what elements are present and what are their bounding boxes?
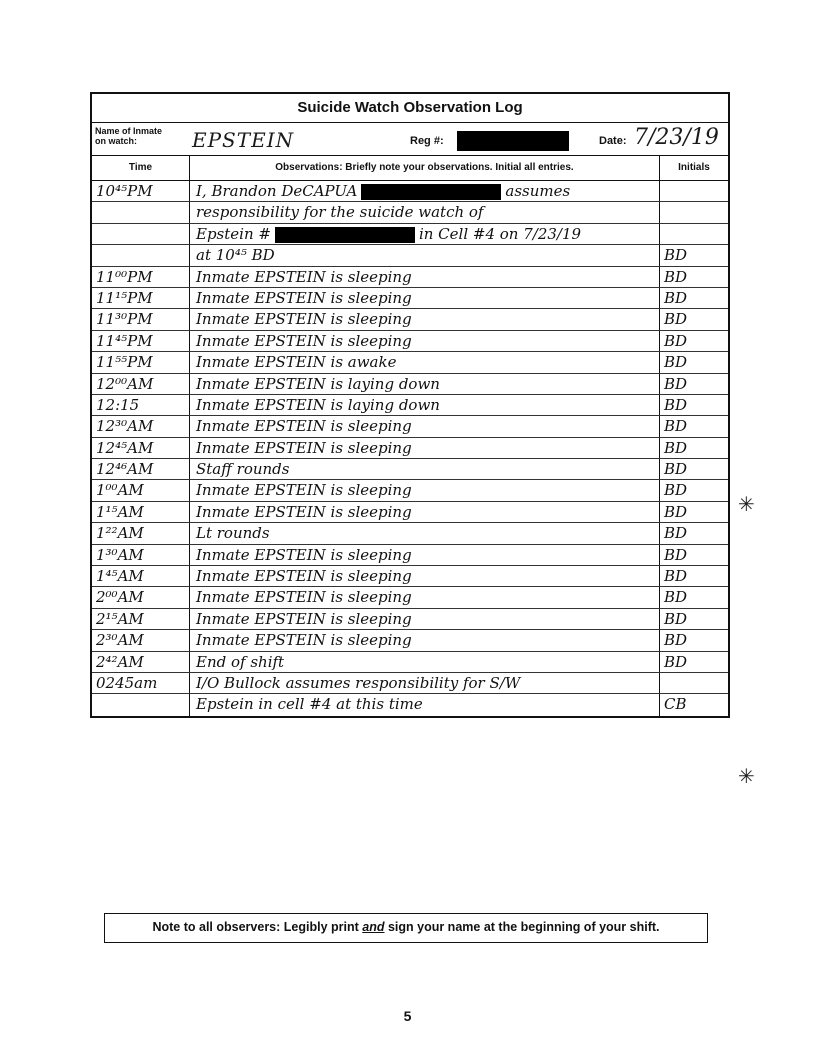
log-entry-row (92, 587, 728, 608)
entry-observation (190, 245, 660, 265)
entry-observation-text: Inmate EPSTEIN is sleeping (196, 288, 412, 307)
entry-observation (190, 331, 660, 351)
entry-initials: BD (664, 481, 688, 500)
entry-initials: BD (664, 652, 688, 671)
page-number: 5 (403, 1008, 412, 1024)
log-entry-row (92, 694, 728, 715)
entry-observation (190, 523, 660, 543)
log-entry-row (92, 331, 728, 352)
entry-observation-text: Epstein # (196, 224, 271, 243)
inmate-info-row (92, 123, 728, 156)
entry-time: 0245am (92, 673, 190, 693)
reg-number-redaction (457, 131, 569, 151)
log-entry-row (92, 673, 728, 694)
entry-redaction (361, 184, 501, 200)
log-entry-row (92, 416, 728, 437)
entry-observation-text-cont: in Cell #4 on 7/23/19 (418, 224, 582, 243)
entry-observation-text: Inmate EPSTEIN is laying down (196, 374, 440, 393)
reg-number-label: Reg #: (410, 135, 444, 147)
entry-time: 1⁴⁵AM (92, 566, 190, 586)
entry-initials: BD (664, 417, 688, 436)
log-entry-row (92, 288, 728, 309)
entry-observation (190, 181, 660, 201)
entry-observation-text: Inmate EPSTEIN is sleeping (196, 417, 412, 436)
date-label: Date: (599, 135, 627, 147)
entry-time: 11⁴⁵PM (92, 331, 190, 351)
entry-observation (190, 609, 660, 629)
entry-initials: BD (664, 502, 688, 521)
entry-observation (190, 267, 660, 287)
entry-initials: BD (664, 267, 688, 286)
log-entry-row (92, 267, 728, 288)
entry-initials: BD (664, 631, 688, 650)
entry-time (92, 245, 190, 265)
log-entry-row (92, 374, 728, 395)
entry-time: 12³⁰AM (92, 416, 190, 436)
entry-observation (190, 438, 660, 458)
entry-initials: BD (664, 246, 688, 265)
log-entry-row (92, 609, 728, 630)
entry-initials: BD (664, 353, 688, 372)
log-entry-row (92, 523, 728, 544)
entry-time: 12⁴⁶AM (92, 459, 190, 479)
entry-observation-text: Inmate EPSTEIN is sleeping (196, 267, 412, 286)
entry-observation-text: Inmate EPSTEIN is sleeping (196, 438, 412, 457)
entry-initials: BD (664, 588, 688, 607)
entry-observation-text: Inmate EPSTEIN is sleeping (196, 481, 412, 500)
entry-observation (190, 587, 660, 607)
initials-column-header: Initials (678, 162, 710, 173)
entry-observation-text: Inmate EPSTEIN is sleeping (196, 588, 412, 607)
entry-observation (190, 566, 660, 586)
entry-observation (190, 288, 660, 308)
entry-redaction (275, 227, 415, 243)
entry-time: 1²²AM (92, 523, 190, 543)
entry-observation-text: Epstein in cell #4 at this time (196, 695, 423, 714)
entry-observation-text: Inmate EPSTEIN is sleeping (196, 331, 412, 350)
entry-time: 2⁰⁰AM (92, 587, 190, 607)
entry-observation (190, 652, 660, 672)
log-entry-row (92, 480, 728, 501)
log-entry-row (92, 309, 728, 330)
entry-observation-text: Inmate EPSTEIN is laying down (196, 395, 440, 414)
entry-initials (660, 181, 728, 201)
entry-observation (190, 630, 660, 650)
entry-time: 12⁰⁰AM (92, 374, 190, 394)
log-entries (92, 181, 728, 716)
entry-observation (190, 352, 660, 372)
log-entry-row (92, 459, 728, 480)
entry-initials: BD (664, 524, 688, 543)
entry-observation (190, 395, 660, 415)
observation-log-form (90, 92, 730, 718)
inmate-name-label: Name of Inmate on watch: (95, 126, 163, 146)
entry-time: 11³⁰PM (92, 309, 190, 329)
time-column-header: Time (92, 156, 190, 180)
entry-observation (190, 459, 660, 479)
entry-initials: CB (664, 695, 687, 714)
entry-time (92, 694, 190, 715)
entry-observation-text: Inmate EPSTEIN is awake (196, 353, 397, 372)
entry-initials: BD (664, 331, 688, 350)
entry-initials: BD (664, 609, 688, 628)
log-entry-row (92, 630, 728, 651)
log-entry-row (92, 502, 728, 523)
entry-initials: BD (664, 438, 688, 457)
entry-time: 10⁴⁵PM (92, 181, 190, 201)
entry-observation (190, 480, 660, 500)
entry-time: 2⁴²AM (92, 652, 190, 672)
entry-initials: BD (664, 545, 688, 564)
entry-observation-text: Inmate EPSTEIN is sleeping (196, 310, 412, 329)
entry-observation-text: Inmate EPSTEIN is sleeping (196, 609, 412, 628)
entry-observation-text: End of shift (196, 652, 285, 671)
entry-observation-text: Inmate EPSTEIN is sleeping (196, 502, 412, 521)
entry-initials (660, 224, 728, 244)
entry-observation-text: Staff rounds (196, 460, 290, 479)
entry-time: 11⁵⁵PM (92, 352, 190, 372)
entry-observation-text-cont: assumes (505, 182, 571, 200)
observations-column-header: Observations: Briefly note your observations. Initial all entries. (190, 156, 660, 180)
log-entry-row (92, 224, 728, 245)
entry-observation-text: Inmate EPSTEIN is sleeping (196, 631, 412, 650)
entry-initials: BD (664, 460, 688, 479)
log-entry-row (92, 245, 728, 266)
entry-initials: BD (664, 567, 688, 586)
entry-initials: BD (664, 288, 688, 307)
entry-observation (190, 502, 660, 522)
entry-time (92, 202, 190, 222)
entry-initials: BD (664, 374, 688, 393)
entry-observation (190, 416, 660, 436)
log-entry-row (92, 652, 728, 673)
entry-observation (190, 224, 660, 244)
star-mark-2: ✳ (738, 764, 755, 788)
log-entry-row (92, 566, 728, 587)
entry-observation-text: I, Brandon DeCAPUA (196, 182, 358, 200)
log-entry-row (92, 352, 728, 373)
entry-observation (190, 694, 660, 715)
entry-time: 12:15 (92, 395, 190, 415)
entry-time: 1¹⁵AM (92, 502, 190, 522)
entry-time: 2³⁰AM (92, 630, 190, 650)
entry-observation-text: at 10⁴⁵ BD (196, 246, 275, 265)
log-entry-row (92, 438, 728, 459)
entry-observation-text: I/O Bullock assumes responsibility for S/W (196, 673, 521, 692)
entry-time: 2¹⁵AM (92, 609, 190, 629)
entry-observation (190, 673, 660, 693)
entry-time: 11⁰⁰PM (92, 267, 190, 287)
date-value: 7/23/19 (634, 125, 719, 150)
form-title: Suicide Watch Observation Log (92, 94, 728, 123)
entry-initials: BD (664, 310, 688, 329)
entry-time: 1⁰⁰AM (92, 480, 190, 500)
entry-observation-text: Inmate EPSTEIN is sleeping (196, 567, 412, 586)
entry-time: 11¹⁵PM (92, 288, 190, 308)
log-entry-row (92, 545, 728, 566)
entry-time: 1³⁰AM (92, 545, 190, 565)
column-header-row (92, 156, 728, 181)
star-mark-1: ✳ (738, 492, 755, 516)
log-entry-row (92, 202, 728, 223)
entry-observation (190, 309, 660, 329)
log-entry-row (92, 395, 728, 416)
entry-observation (190, 202, 660, 222)
entry-time: 12⁴⁵AM (92, 438, 190, 458)
entry-initials: BD (664, 395, 688, 414)
entry-time (92, 224, 190, 244)
entry-observation-text: Lt rounds (196, 524, 270, 543)
inmate-name-value: EPSTEIN (192, 128, 295, 152)
observer-note: Note to all observers: Legibly print and sign your name at the beginning of your shift. (104, 913, 708, 943)
entry-initials (660, 673, 728, 693)
entry-observation-text: Inmate EPSTEIN is sleeping (196, 545, 412, 564)
entry-observation (190, 374, 660, 394)
entry-observation (190, 545, 660, 565)
log-entry-row (92, 181, 728, 202)
entry-initials (660, 202, 728, 222)
entry-observation-text: responsibility for the suicide watch of (196, 203, 484, 222)
